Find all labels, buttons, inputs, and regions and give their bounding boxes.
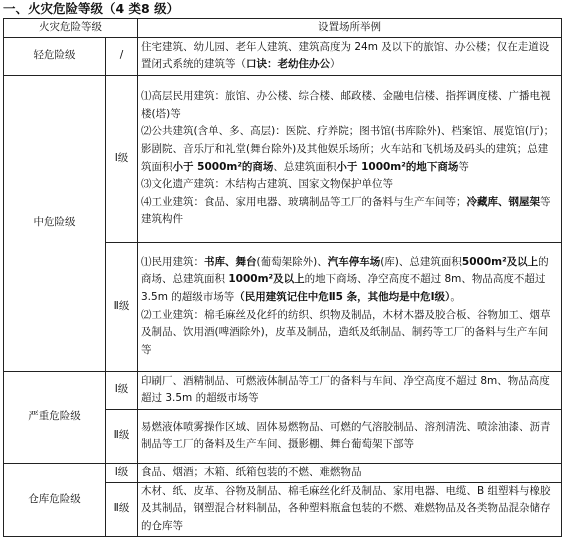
row-warehouse-level-1	[4, 463, 562, 482]
header-hazard-level: 火灾危险等级	[4, 19, 138, 38]
level-medium-2: Ⅱ级	[106, 242, 138, 371]
category-medium: 中危险级	[4, 75, 106, 371]
row-medium-level-1	[4, 75, 562, 242]
header-example-places: 设置场所举例	[138, 19, 562, 38]
level-warehouse-1: Ⅰ级	[106, 463, 138, 482]
level-warehouse-2: Ⅱ级	[106, 482, 138, 536]
fire-hazard-table	[3, 18, 562, 537]
level-serious-2: Ⅱ级	[106, 409, 138, 463]
medium-2-item-2: ⑵工业建筑：棉毛麻丝及化纤的纺织、织物及制品，木材木器及胶合板、谷物加工、烟草及制品、饮用酒(啤酒除外)，皮革及制品，造纸及纸制品、制药等工厂的备料与生产车间等	[141, 308, 551, 356]
row-light-hazard	[4, 37, 562, 75]
desc-warehouse-1: 食品、烟酒；木箱、纸箱包装的不燃、难燃物品	[138, 463, 562, 482]
page-title: 一、火灾危险等级（4 类8 级）	[3, 1, 180, 16]
medium-1-item-1: ⑴高层民用建筑：旅馆、办公楼、综合楼、邮政楼、金融电信楼、指挥调度楼、广播电视楼(塔)等	[141, 90, 551, 120]
desc-medium-2	[138, 242, 562, 371]
desc-medium-1	[138, 75, 562, 242]
medium-1-item-2: ⑵公共建筑(含单、多、高层)：医院、疗养院；图书馆(书库除外)、档案馆、展览馆(厅)；影剧院、音乐厅和礼堂(舞台除外)及其他娱乐场所；火车站和飞机场及码头的建筑；总建筑面积小于 5000m²的商场、总建筑面积小于 1000m²的地下商场等	[141, 125, 555, 173]
level-medium-1: Ⅰ级	[106, 75, 138, 242]
row-serious-level-1	[4, 371, 562, 409]
level-serious-1: Ⅰ级	[106, 371, 138, 409]
category-light: 轻危险级	[4, 37, 106, 75]
category-warehouse: 仓库危险级	[4, 463, 106, 536]
desc-serious-1: 印刷厂、酒精制品、可燃液体制品等工厂的备料与车间、净空高度不超过 8m、物品高度超过 3.5m 的超级市场等	[138, 371, 562, 409]
medium-1-item-3: ⑶文化遗产建筑：木结构古建筑、国家文物保护单位等	[141, 178, 393, 191]
desc-light: 住宅建筑、幼儿园、老年人建筑、建筑高度为 24m 及以下的旅馆、办公楼；仅在走道设置闭式系统的建筑等（口诀：老幼住办公）	[138, 37, 562, 75]
desc-warehouse-2: 木材、纸、皮革、谷物及制品、棉毛麻丝化纤及制品、家用电器、电缆、B 组塑料与橡胶及其制品，钢塑混合材料制品，各种塑料瓶盒包装的不燃、难燃物品及各类物品混杂储存的仓库等	[138, 482, 562, 536]
table-header-row	[4, 19, 562, 38]
level-light: /	[106, 37, 138, 75]
category-serious: 严重危险级	[4, 371, 106, 463]
medium-1-item-4: ⑷工业建筑：食品、家用电器、玻璃制品等工厂的备料与生产车间等；冷藏库、钢屋架等建筑构件	[141, 195, 551, 226]
desc-serious-2: 易燃液体喷雾操作区域、固体易燃物品、可燃的气溶胶制品、溶剂清洗、喷涂油漆、沥青制品等工厂的备料及生产车间、摄影棚、舞台葡萄架下部等	[138, 409, 562, 463]
medium-2-item-1: ⑴民用建筑：书库、舞台(葡萄架除外)、汽车停车场(库)、总建筑面积5000m²及以上的商场、总建筑面积 1000m²及以上的地下商场、净空高度不超过 8m、物品高度不超过 3.5m 的超级市场等（民用建筑记住中危Ⅱ5 条，其他均是中危Ⅰ级）。	[141, 255, 549, 303]
